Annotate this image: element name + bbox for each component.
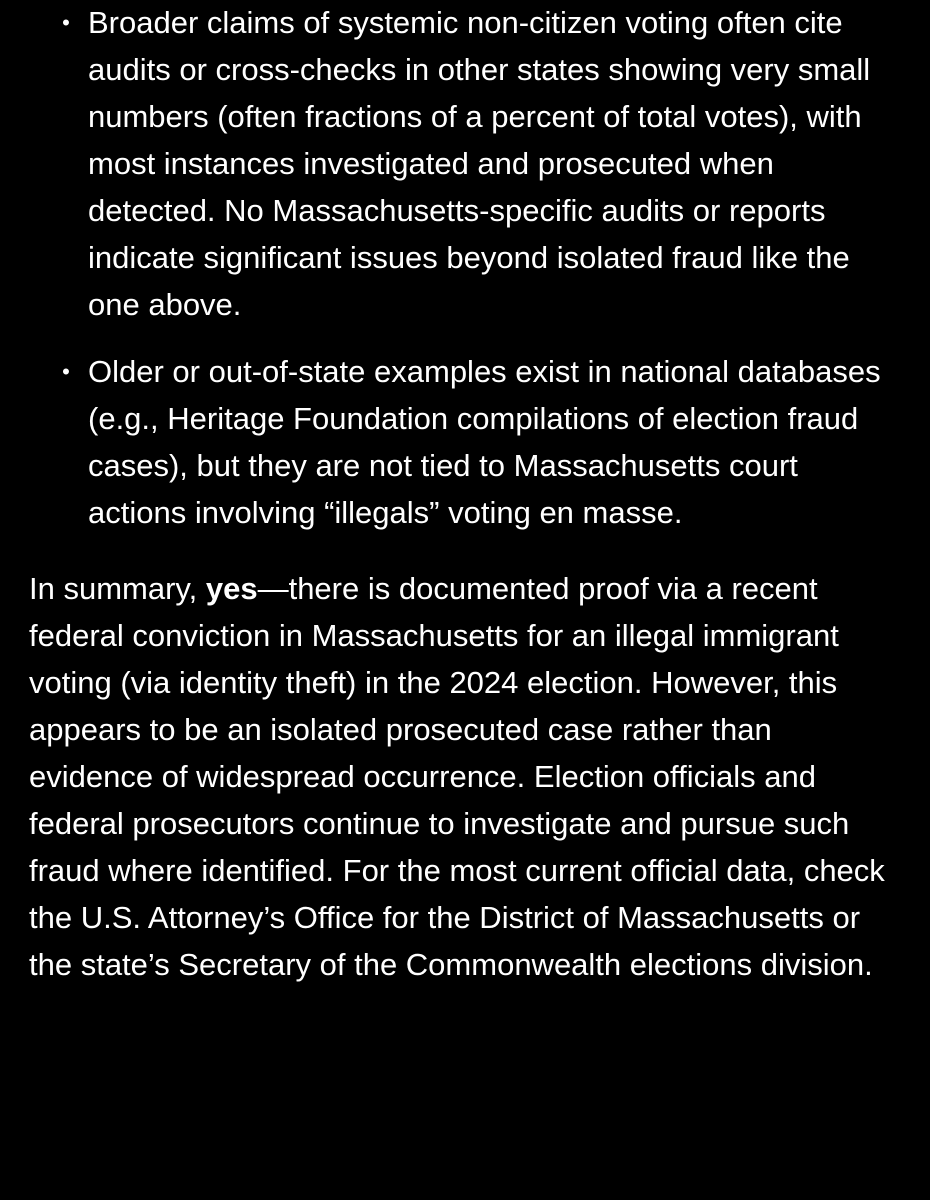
bullet-text: Broader claims of systemic non-citizen voting often cite audits or cross-checks in other states showing very small numbers (often fractions of a percent of total votes), with most instances investigated and prosecuted when detected. No Massachusetts-specific audits or reports indicate significant issues beyond isolated fraud like the one above. [88,5,871,322]
bullet-dot-icon: • [62,10,70,35]
bullet-item-systemic-claims [29,0,902,328]
summary-rest: —there is documented proof via a recent federal conviction in Massachusetts for an illegal immigrant voting (via identity theft) in the 2024 election. However, this appears to be an isolated prosecuted case rather than evidence of widespread occurrence. Election officials and federal prosecutors continue to investigate and pursue such fraud where identified. For the most current official data, check the U.S. Attorney’s Office for the District of Massachusetts or the state’s Secretary of the Commonwealth elections division. [29,571,885,982]
summary-emphasis: yes [205,571,258,606]
summary-prefix: In summary, [29,571,206,606]
summary-paragraph [29,565,902,988]
bullet-list [29,0,902,536]
bullet-dot-icon: • [62,359,70,384]
bullet-text: Older or out-of-state examples exist in national databases (e.g., Heritage Foundation compilations of election fraud cases), but they are not tied to Massachusetts court actions involving “illegals” voting en masse. [88,354,881,530]
bullet-item-older-examples [29,348,902,536]
